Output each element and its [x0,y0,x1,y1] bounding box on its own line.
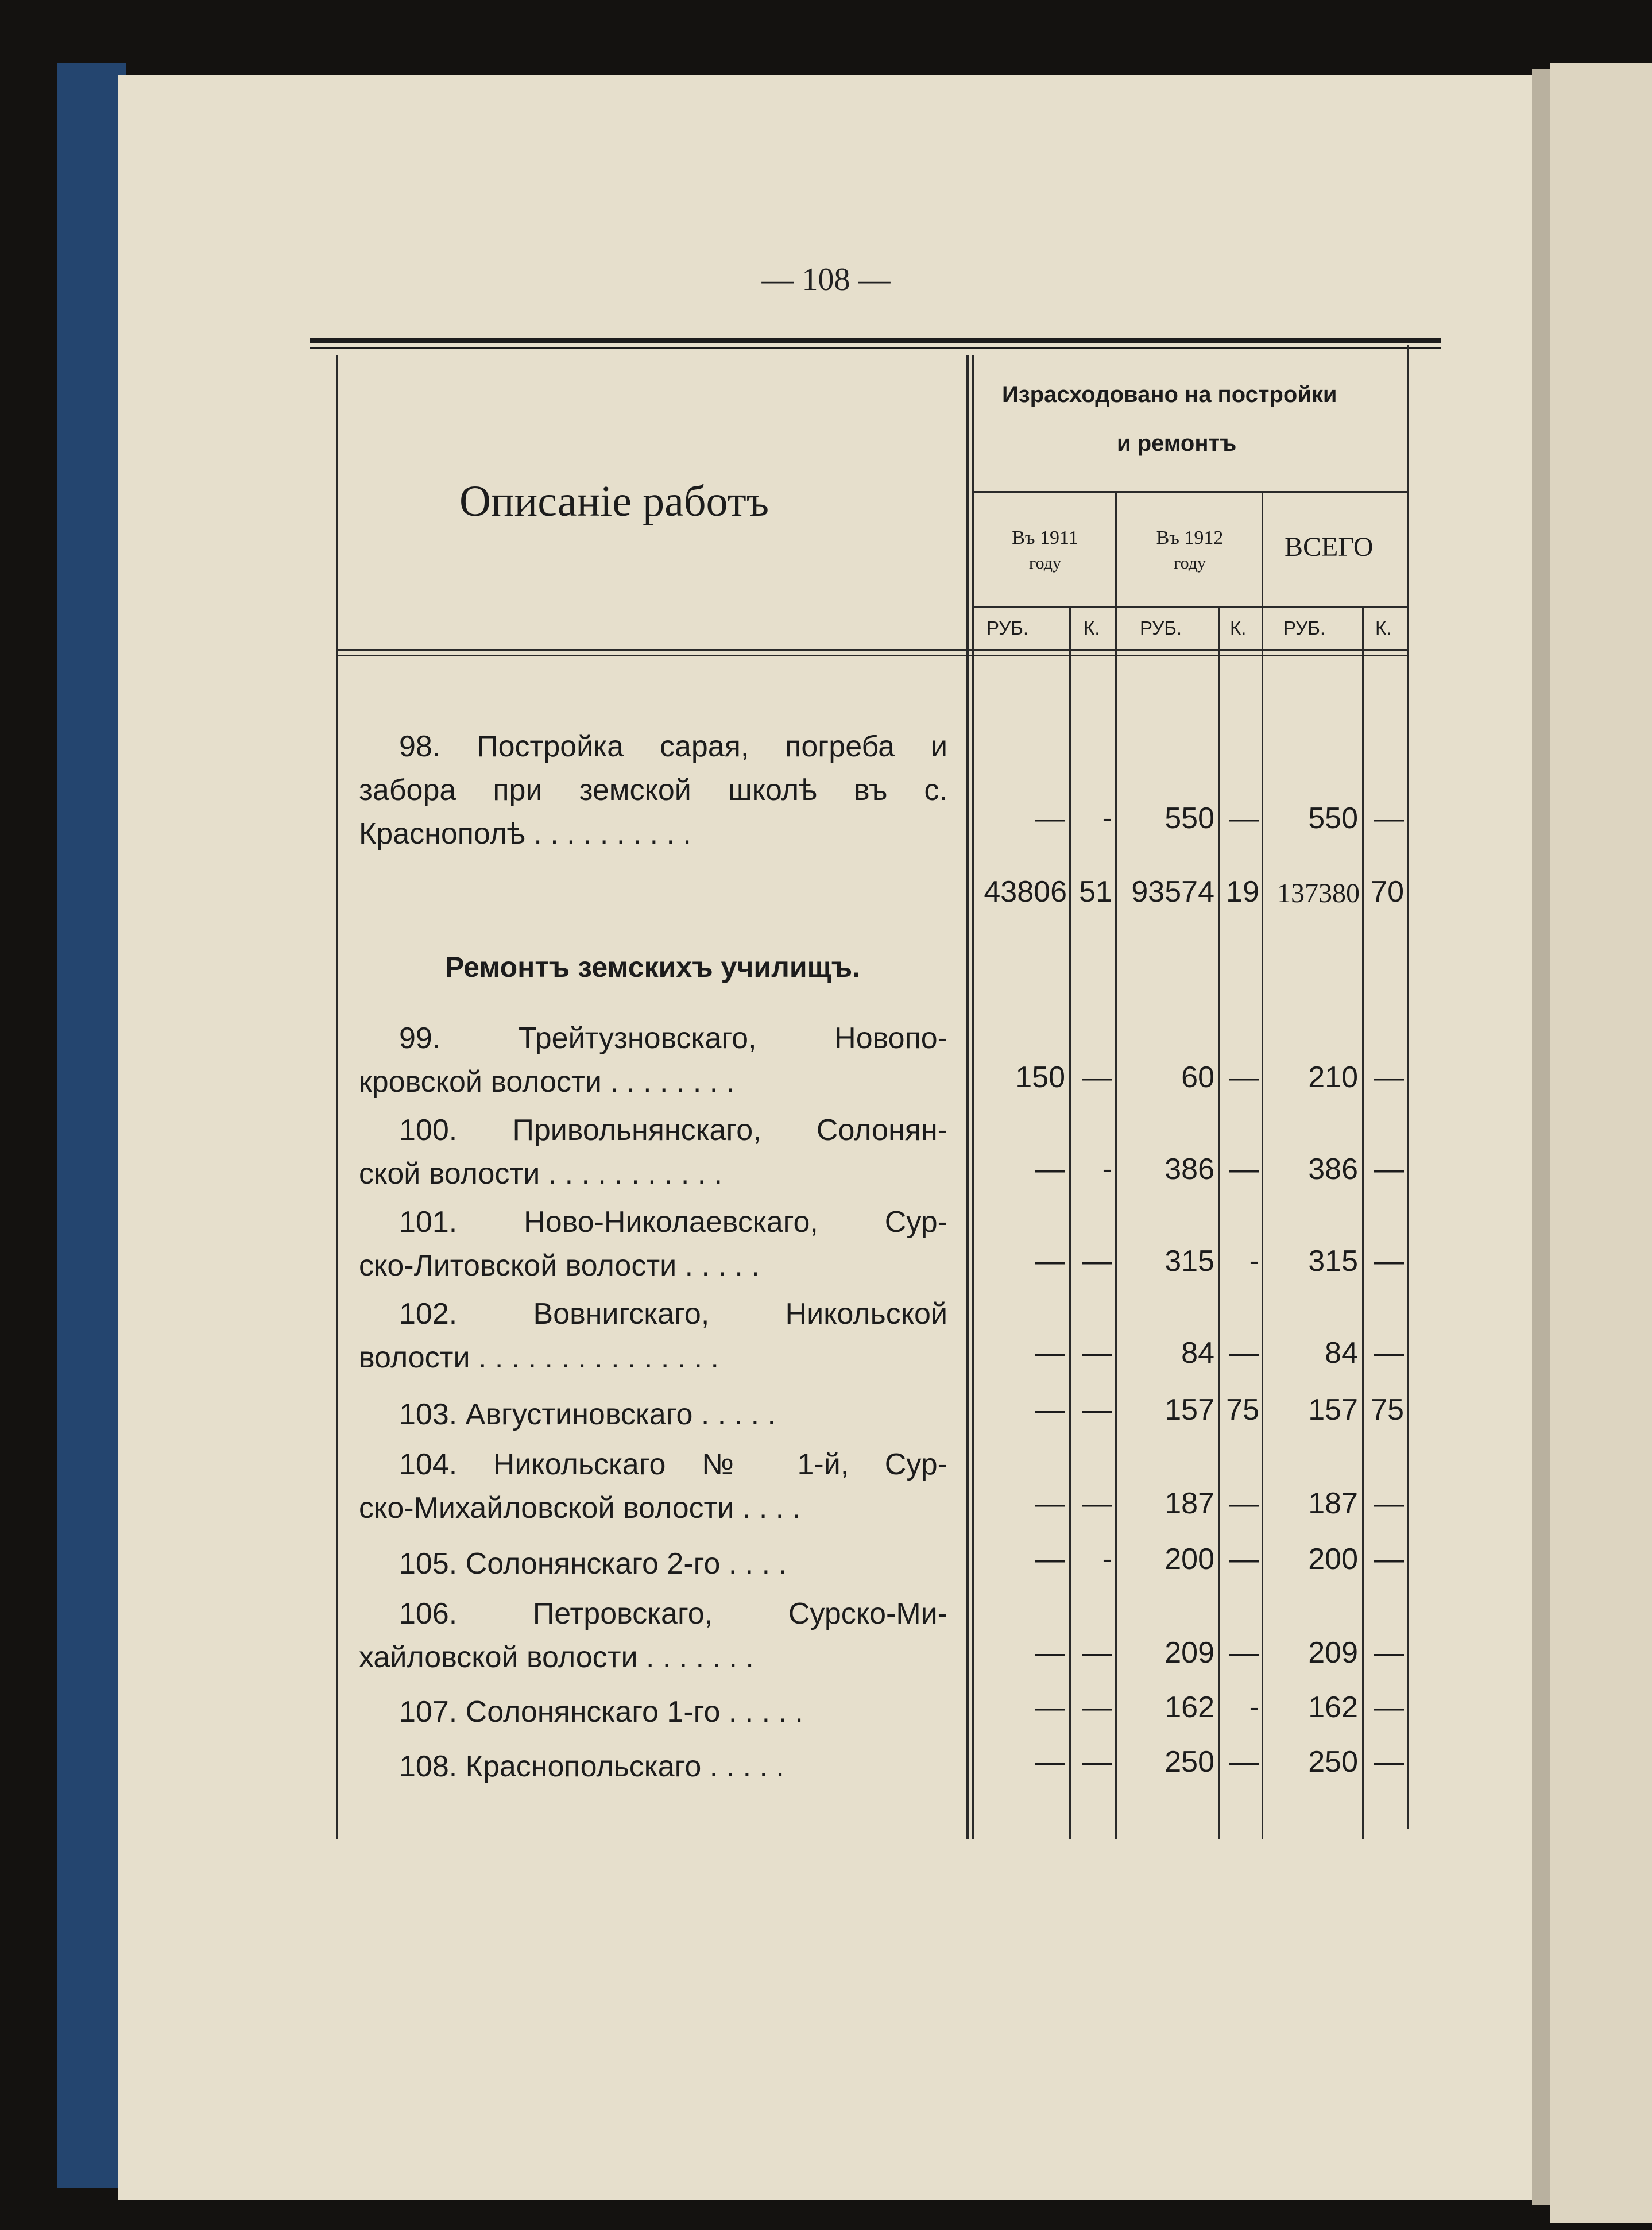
row-105-rub-1911: — [1035,1543,1065,1576]
unit-kop-1911: К. [1084,617,1100,639]
row-102-kop-total: — [1374,1336,1404,1370]
unit-rub-1912: РУБ. [1140,617,1182,639]
row-105-kop-total: — [1374,1543,1404,1576]
col-divider-1911 [1115,491,1117,1839]
row-107-rub-1911: — [1035,1691,1065,1724]
row-98-line1: 98. Постройка сарая, погреба и [399,730,947,763]
row-107-description [359,1690,947,1734]
row-99-rub-1912: 60 [1181,1061,1214,1094]
row-98-description [359,725,947,856]
row-108-rub-1912: 250 [1164,1745,1214,1779]
next-page-edge [1550,63,1652,2223]
row-99-kop-1911: — [1082,1061,1112,1094]
row-101-line1: 101. Ново-Николаевскаго, Сур- [399,1205,947,1239]
header-spent-line1: Израсходовано на постройки [1002,382,1337,407]
row-106-kop-1911: — [1082,1636,1112,1669]
row-102-kop-1912: — [1229,1336,1259,1370]
subtotal-rub-1911: 43806 [984,875,1067,909]
row-103-kop-1911: — [1082,1393,1112,1427]
row-104-kop-total: — [1374,1487,1404,1520]
row-98-kop-total: — [1374,802,1404,835]
row-105-description [359,1542,947,1586]
col-divider-desc-2 [972,355,974,1839]
row-106-description [359,1592,947,1679]
row-106-line2: хайловской волости . . . . . . . [359,1641,754,1674]
unit-kop-total: К. [1375,617,1392,639]
subtotal-kop-1911: 51 [1079,875,1112,909]
row-107-kop-1911: — [1082,1691,1112,1724]
row-102-rub-1911: — [1035,1336,1065,1370]
row-102-rub-total: 84 [1325,1336,1358,1370]
header-year-1912-line1: Въ 1912 [1156,527,1224,548]
row-99-rub-total: 210 [1308,1061,1358,1094]
row-105-kop-1911: - [1102,1543,1112,1576]
row-100-rub-total: 386 [1308,1153,1358,1186]
row-103-kop-total: 75 [1371,1393,1404,1427]
row-100-rub-1912: 386 [1164,1153,1214,1186]
row-101-line2: ско-Литовской волости . . . . . [359,1249,760,1282]
row-100-rub-1911: — [1035,1153,1065,1186]
row-99-line2: кровской волости . . . . . . . . [359,1065,735,1099]
row-106-rub-1912: 209 [1164,1636,1214,1669]
row-102-rub-1912: 84 [1181,1336,1214,1370]
row-106-line1: 106. Петровскаго, Сурско-Ми- [399,1597,947,1630]
row-103-rub-total: 157 [1308,1393,1358,1427]
row-100-line1: 100. Привольнянскаго, Солонян- [399,1114,947,1147]
row-98-kop-1912: — [1229,802,1259,835]
row-108-kop-1911: — [1082,1745,1112,1779]
row-105-line1: 105. Солонянскаго 2-го . . . . [399,1547,787,1580]
header-year-1911 [976,525,1114,576]
row-107-kop-1912: - [1249,1691,1259,1724]
row-107-kop-total: — [1374,1691,1404,1724]
row-106-rub-1911: — [1035,1636,1065,1669]
row-107-line1: 107. Солонянскаго 1-го . . . . . [399,1695,803,1729]
row-103-line1: 103. Августиновскаго . . . . . [399,1398,776,1431]
subtotal-kop-1912: 19 [1226,875,1259,909]
row-107-rub-1912: 162 [1164,1691,1214,1724]
row-102-description [359,1292,947,1379]
table-top-rule [310,338,1441,343]
row-104-kop-1912: — [1229,1487,1259,1520]
header-unit-rule [972,606,1407,608]
row-101-rub-1911: — [1035,1245,1065,1278]
header-year-1911-line2: году [1029,554,1061,573]
row-98-line3: Краснополѣ . . . . . . . . . . [359,817,691,851]
row-108-kop-total: — [1374,1745,1404,1779]
row-104-line2: ско-Михайловской волости . . . . [359,1491,801,1525]
row-105-rub-total: 200 [1308,1543,1358,1576]
row-100-kop-1912: — [1229,1153,1259,1186]
row-98-kop-1911: - [1102,802,1112,835]
table-right-border [1407,345,1409,1829]
row-104-rub-total: 187 [1308,1487,1358,1520]
header-bottom-rule-2 [336,655,1407,656]
row-107-rub-total: 162 [1308,1691,1358,1724]
row-103-description [359,1393,947,1436]
header-year-1912 [1119,525,1261,576]
table-top-rule-thin [310,347,1441,349]
book-cover-spine [57,63,126,2188]
row-105-kop-1912: — [1229,1543,1259,1576]
row-103-rub-1912: 157 [1164,1393,1214,1427]
row-103-kop-1912: 75 [1226,1393,1259,1427]
row-101-rub-total: 315 [1308,1245,1358,1278]
subtotal-rub-total: 137380 [1277,878,1360,909]
section-title: Ремонтъ земскихъ училищъ. [445,951,861,983]
row-98-rub-total: 550 [1308,802,1358,835]
row-101-rub-1912: 315 [1164,1245,1214,1278]
header-total: ВСЕГО [1285,532,1374,562]
page-number: — 108 — [761,262,891,297]
row-108-description [359,1745,947,1788]
row-108-rub-1911: — [1035,1745,1065,1779]
row-98-rub-1911: — [1035,802,1065,835]
row-104-rub-1912: 187 [1164,1487,1214,1520]
row-108-rub-total: 250 [1308,1745,1358,1779]
row-99-rub-1911: 150 [1015,1061,1065,1094]
row-106-rub-total: 209 [1308,1636,1358,1669]
header-year-1912-line2: году [1174,554,1206,573]
row-102-line2: волости . . . . . . . . . . . . . . . [359,1341,719,1374]
row-99-description [359,1017,947,1104]
header-spent-line2: и ремонтъ [1117,431,1237,456]
header-bottom-rule [336,649,1407,651]
row-99-line1: 99. Трейтузновскаго, Новопо- [399,1022,947,1055]
row-104-line1: 104. Никольскаго № 1-й, Сур- [399,1448,947,1481]
row-108-kop-1912: — [1229,1745,1259,1779]
row-105-rub-1912: 200 [1164,1543,1214,1576]
row-108-line1: 108. Краснопольскаго . . . . . [399,1750,784,1783]
header-sub-rule [972,491,1407,493]
row-102-kop-1911: — [1082,1336,1112,1370]
row-106-kop-total: — [1374,1636,1404,1669]
row-100-kop-1911: - [1102,1153,1112,1186]
row-101-kop-total: — [1374,1245,1404,1278]
row-100-description [359,1108,947,1196]
col-divider-desc [966,355,969,1839]
unit-rub-total: РУБ. [1283,617,1326,639]
row-102-line1: 102. Вовнигскаго, Никольской [399,1297,947,1331]
row-99-kop-1912: — [1229,1061,1259,1094]
row-99-kop-total: — [1374,1061,1404,1094]
row-101-kop-1911: — [1082,1245,1112,1278]
row-101-kop-1912: - [1249,1245,1259,1278]
row-104-description [359,1443,947,1530]
header-description-title: Описаніе работъ [459,477,769,525]
subtotal-rub-1912: 93574 [1131,875,1214,909]
row-104-kop-1911: — [1082,1487,1112,1520]
row-100-line2: ской волости . . . . . . . . . . . [359,1157,723,1191]
unit-kop-1912: К. [1230,617,1247,639]
row-98-line2: забора при земской школѣ въ с. [359,774,947,807]
row-101-description [359,1200,947,1288]
header-year-1911-line1: Въ 1911 [1012,527,1078,548]
row-106-kop-1912: — [1229,1636,1259,1669]
unit-rub-1911: РУБ. [986,617,1029,639]
subtotal-kop-total: 70 [1371,875,1404,909]
row-104-rub-1911: — [1035,1487,1065,1520]
row-103-rub-1911: — [1035,1393,1065,1427]
row-100-kop-total: — [1374,1153,1404,1186]
row-98-rub-1912: 550 [1164,802,1214,835]
table-left-border [336,355,338,1839]
